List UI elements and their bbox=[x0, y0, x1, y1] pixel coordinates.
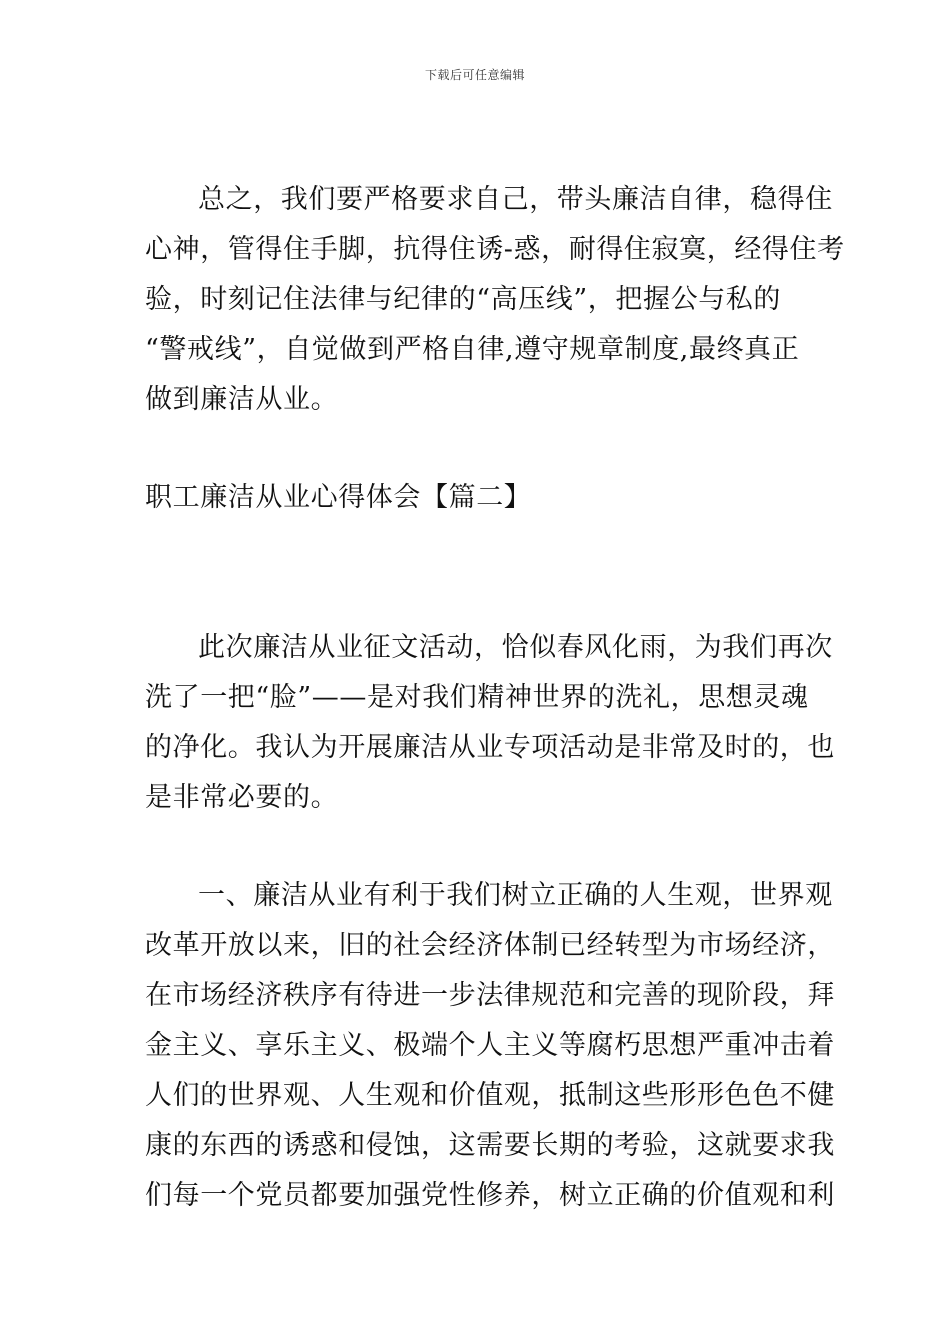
text-line: 金主义、享乐主义、极端个人主义等腐朽思想严重冲击着 bbox=[145, 1030, 835, 1061]
text-line: 做到廉洁从业。 bbox=[145, 384, 339, 415]
text-line: 验，时刻记住法律与纪律的“高压线”，把握公与私的 bbox=[145, 284, 782, 315]
text-line: 在市场经济秩序有待进一步法律规范和完善的现阶段，拜 bbox=[145, 980, 835, 1011]
page-header-note: 下载后可任意编辑 bbox=[424, 68, 525, 82]
text-line: 洗了一把“脸”——是对我们精神世界的洗礼，思想灵魂 bbox=[145, 682, 809, 713]
text-line: 康的东西的诱惑和侵蚀，这需要长期的考验，这就要求我 bbox=[145, 1130, 835, 1161]
section-title: 职工廉洁从业心得体会【篇二】 bbox=[145, 482, 532, 513]
text-line: 总之，我们要严格要求自己，带头廉洁自律，稳得住 bbox=[198, 184, 833, 215]
text-line: 改革开放以来，旧的社会经济体制已经转型为市场经济， bbox=[145, 930, 835, 961]
text-line: 心神，管得住手脚，抗得住诱-惑，耐得住寂寞，经得住考 bbox=[145, 234, 845, 265]
text-line: 人们的世界观、人生观和价值观，抵制这些形形色色不健 bbox=[145, 1080, 835, 1111]
text-line: 的净化。我认为开展廉洁从业专项活动是非常及时的，也 bbox=[145, 732, 835, 763]
text-line: 是非常必要的。 bbox=[145, 782, 339, 813]
text-line: 们每一个党员都要加强党性修养，树立正确的价值观和利 bbox=[145, 1180, 835, 1211]
text-line: “警戒线”，自觉做到严格自律,遵守规章制度,最终真正 bbox=[145, 334, 800, 365]
text-line: 一、廉洁从业有利于我们树立正确的人生观，世界观 bbox=[198, 880, 833, 911]
text-line: 此次廉洁从业征文活动，恰似春风化雨，为我们再次 bbox=[198, 632, 833, 663]
